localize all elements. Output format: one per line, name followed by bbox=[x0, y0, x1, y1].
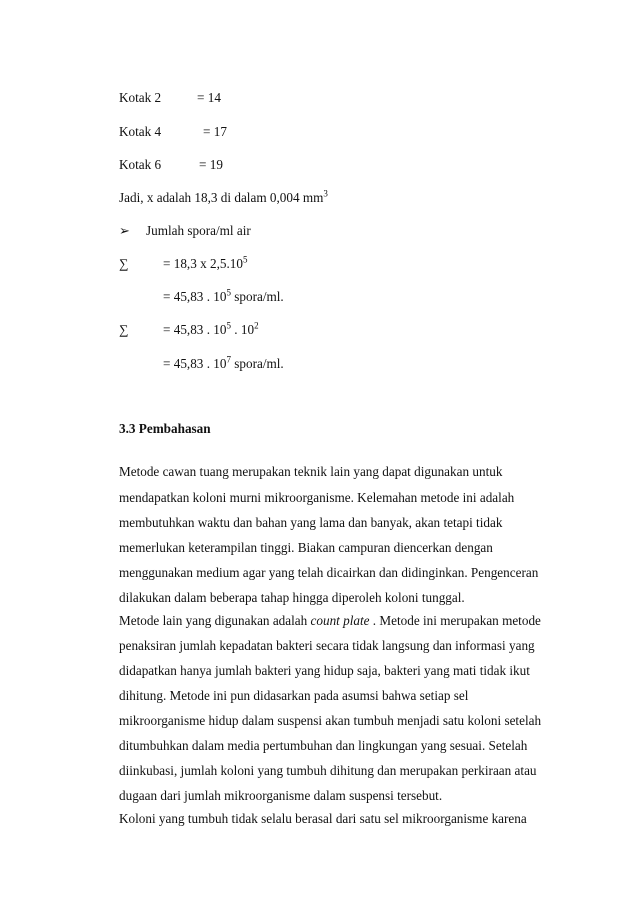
paragraph-line: diinkubasi, jumlah koloni yang tumbuh dihitung dan merupakan perkiraan atau bbox=[119, 763, 537, 778]
paragraph-line: mendapatkan koloni murni mikroorganisme. Kelemahan metode ini adalah bbox=[119, 490, 515, 505]
calc-line-1-text: = 18,3 x 2,5.10 bbox=[163, 256, 243, 271]
kotak-4-label: Kotak 4 bbox=[119, 124, 162, 139]
paragraph-line: memerlukan keterampilan tinggi. Biakan campuran diencerkan dengan bbox=[119, 540, 493, 555]
paragraph-line: ditumbuhkan dalam media pertumbuhan dan lingkungan yang sesuai. Setelah bbox=[119, 738, 528, 753]
paragraph-line: menggunakan medium agar yang telah dicairkan dan didinginkan. Pengenceran bbox=[119, 565, 539, 580]
conclusion-line bbox=[119, 190, 328, 206]
calc-line-3 bbox=[163, 322, 259, 338]
calc-line-2-unit: spora/ml. bbox=[230, 289, 284, 304]
arrow-bullet-icon: ➢ bbox=[119, 223, 130, 238]
paragraph-line: dilakukan dalam beberapa tahap hingga diperoleh koloni tunggal. bbox=[119, 590, 465, 605]
kotak-6-value: = 19 bbox=[199, 157, 223, 172]
calc-line-3-exponent: 5 bbox=[226, 320, 231, 331]
paragraph-line: Koloni yang tumbuh tidak selalu berasal dari satu sel mikroorganisme karena bbox=[119, 811, 527, 826]
italic-term: count plate bbox=[310, 613, 370, 628]
paragraph-line: mikroorganisme hidup dalam suspensi akan tumbuh menjadi satu koloni setelah bbox=[119, 713, 542, 728]
paragraph-line bbox=[119, 613, 541, 629]
calc-line-2 bbox=[163, 289, 284, 305]
conclusion-text: Jadi, x adalah 18,3 di dalam 0,004 mm bbox=[119, 190, 324, 205]
calc-line-1-exponent: 5 bbox=[242, 254, 248, 265]
calc-line-3-text: = 45,83 . 10 bbox=[163, 322, 227, 337]
section-heading: 3.3 Pembahasan bbox=[119, 421, 211, 436]
calc-line-4 bbox=[163, 356, 284, 372]
calc-line-2-exponent: 5 bbox=[226, 287, 231, 298]
paragraph-line: dugaan dari jumlah mikroorganisme dalam suspensi tersebut. bbox=[119, 788, 443, 803]
kotak-2-value: = 14 bbox=[197, 90, 221, 105]
sum-symbol: ∑ bbox=[119, 256, 129, 271]
paragraph-line: dihitung. Metode ini pun didasarkan pada asumsi bahwa setiap sel bbox=[119, 688, 469, 703]
calc-line-1 bbox=[163, 256, 247, 272]
kotak-6-label: Kotak 6 bbox=[119, 157, 162, 172]
paragraph-line: penaksiran jumlah kepadatan bakteri secara tidak langsung dan informasi yang bbox=[119, 638, 535, 653]
kotak-2-label: Kotak 2 bbox=[119, 90, 162, 105]
bullet-text: Jumlah spora/ml air bbox=[146, 223, 251, 238]
conclusion-exponent: 3 bbox=[323, 188, 328, 199]
kotak-4-value: = 17 bbox=[203, 124, 227, 139]
calc-line-3-mid: . 10 bbox=[230, 322, 255, 337]
calc-line-4-unit: spora/ml. bbox=[230, 356, 284, 371]
paragraph-line: membutuhkan waktu dan bahan yang lama dan banyak, akan tetapi tidak bbox=[119, 515, 503, 530]
calc-line-4-text: = 45,83 . 10 bbox=[163, 356, 227, 371]
paragraph-line: Metode cawan tuang merupakan teknik lain yang dapat digunakan untuk bbox=[119, 464, 503, 479]
calc-line-2-text: = 45,83 . 10 bbox=[163, 289, 227, 304]
paragraph-text: . Metode ini merupakan metode bbox=[369, 613, 541, 628]
calc-line-3-exponent-2: 2 bbox=[254, 320, 259, 331]
paragraph-line: didapatkan hanya jumlah bakteri yang hidup saja, bakteri yang mati tidak ikut bbox=[119, 663, 530, 678]
sum-symbol: ∑ bbox=[119, 322, 129, 337]
calc-line-4-exponent: 7 bbox=[226, 354, 231, 365]
paragraph-text: Metode lain yang digunakan adalah bbox=[119, 613, 311, 628]
